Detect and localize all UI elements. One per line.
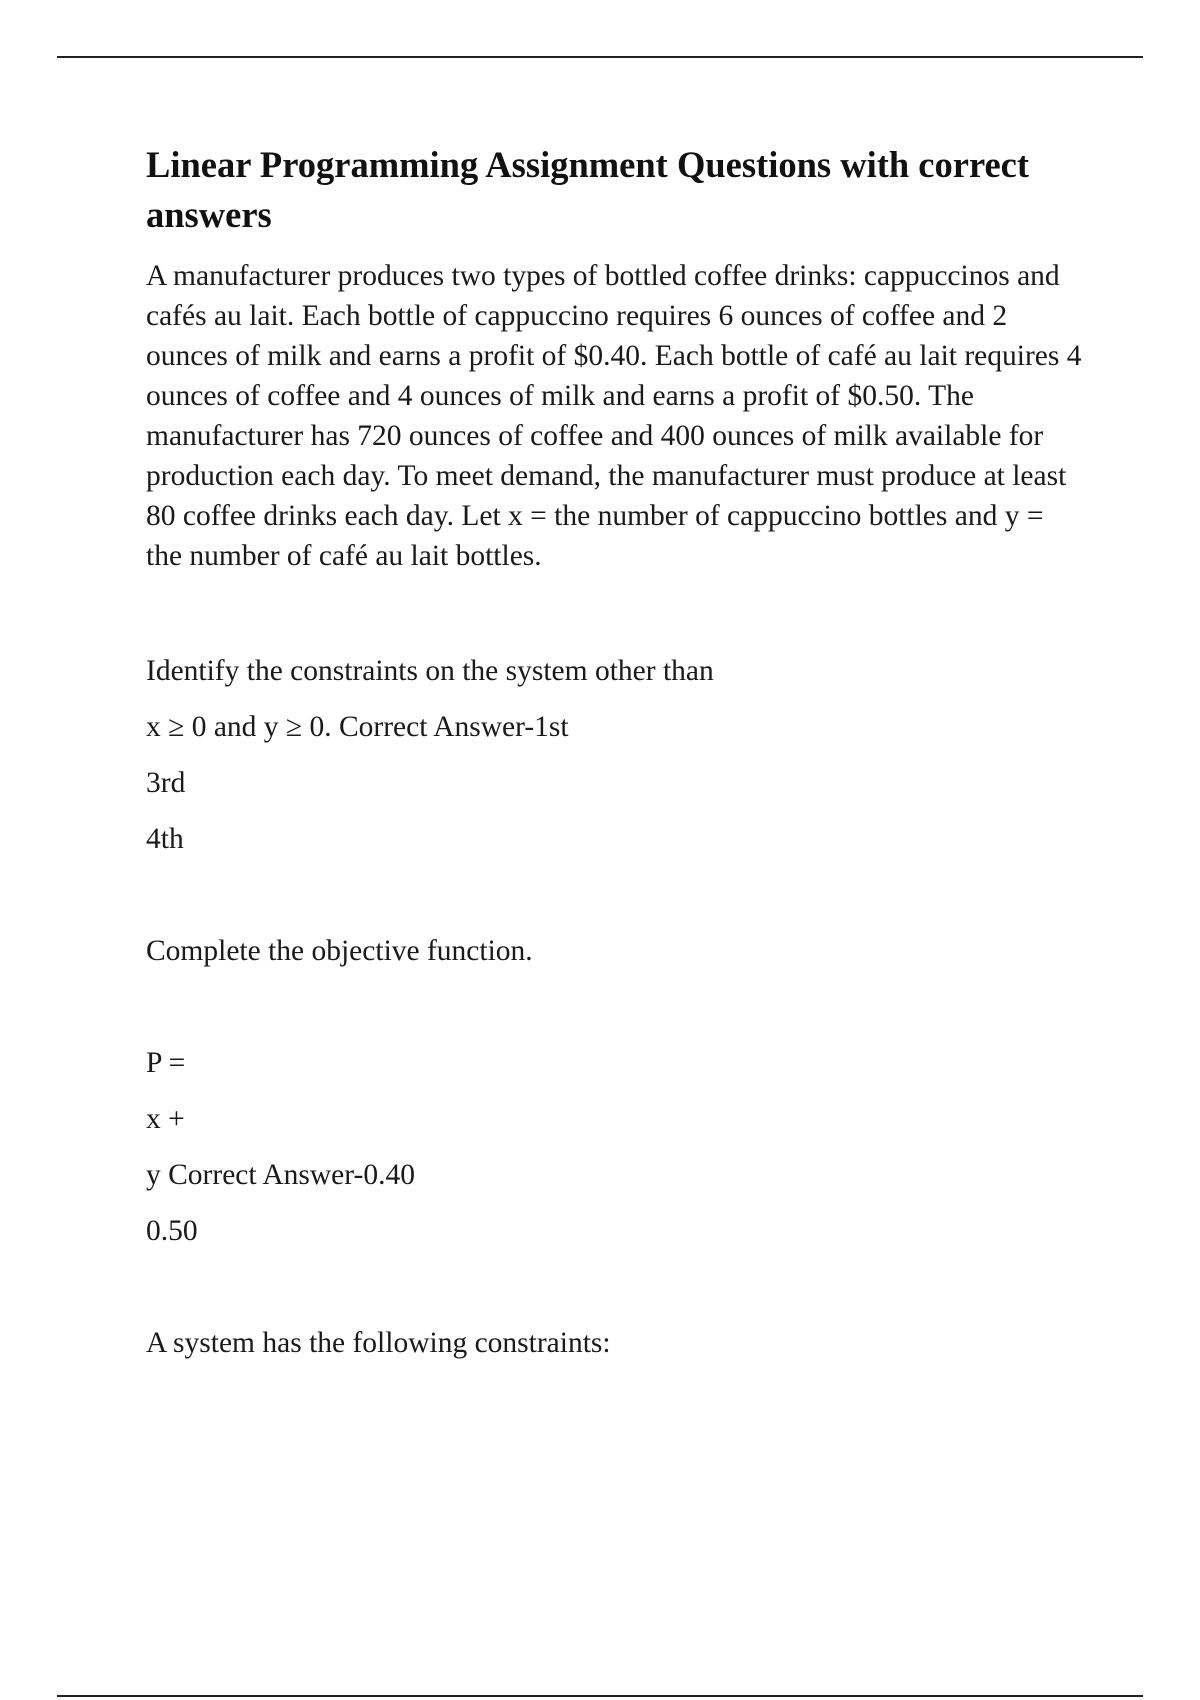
document-title: Linear Programming Assignment Questions with correct answers [146, 144, 1030, 235]
question-constraints-text: Identify the constraints on the system other than [146, 655, 714, 687]
objective-p-line: P = [146, 1047, 186, 1079]
problem-statement: A manufacturer produces two types of bottled coffee drinks: cappuccinos and cafés au lait. Each bottle of cappuccino requires 6 ounces of coffee and 2 ounces of milk and earns a profit of $0.40. Each bottle of café au lait requires 4 ounces of coffee and 4 ounces of milk and earns a profit of $0.50. The manufacturer has 720 ounces of coffee and 400 ounces of milk available for production each day. To meet demand, the manufacturer must produce at least 80 coffee drinks each day. Let x = the number of cappuccino bottles and y = the number of café au lait bottles. [146, 260, 1082, 572]
answer-line-3rd: 3rd [146, 767, 186, 799]
header-rule [57, 56, 1143, 58]
objective-answer-050: 0.50 [146, 1215, 198, 1247]
question-objective-function: Complete the objective function. [146, 935, 533, 967]
footer-rule [57, 1695, 1143, 1697]
answer-line-4th: 4th [146, 823, 184, 855]
document-body [146, 140, 1086, 1363]
question-constraints-answer: x ≥ 0 and y ≥ 0. Correct Answer-1st [146, 711, 569, 743]
objective-y-answer: y Correct Answer-0.40 [146, 1159, 415, 1191]
question-system-constraints: A system has the following constraints: [146, 1327, 611, 1359]
objective-x-line: x + [146, 1103, 185, 1135]
